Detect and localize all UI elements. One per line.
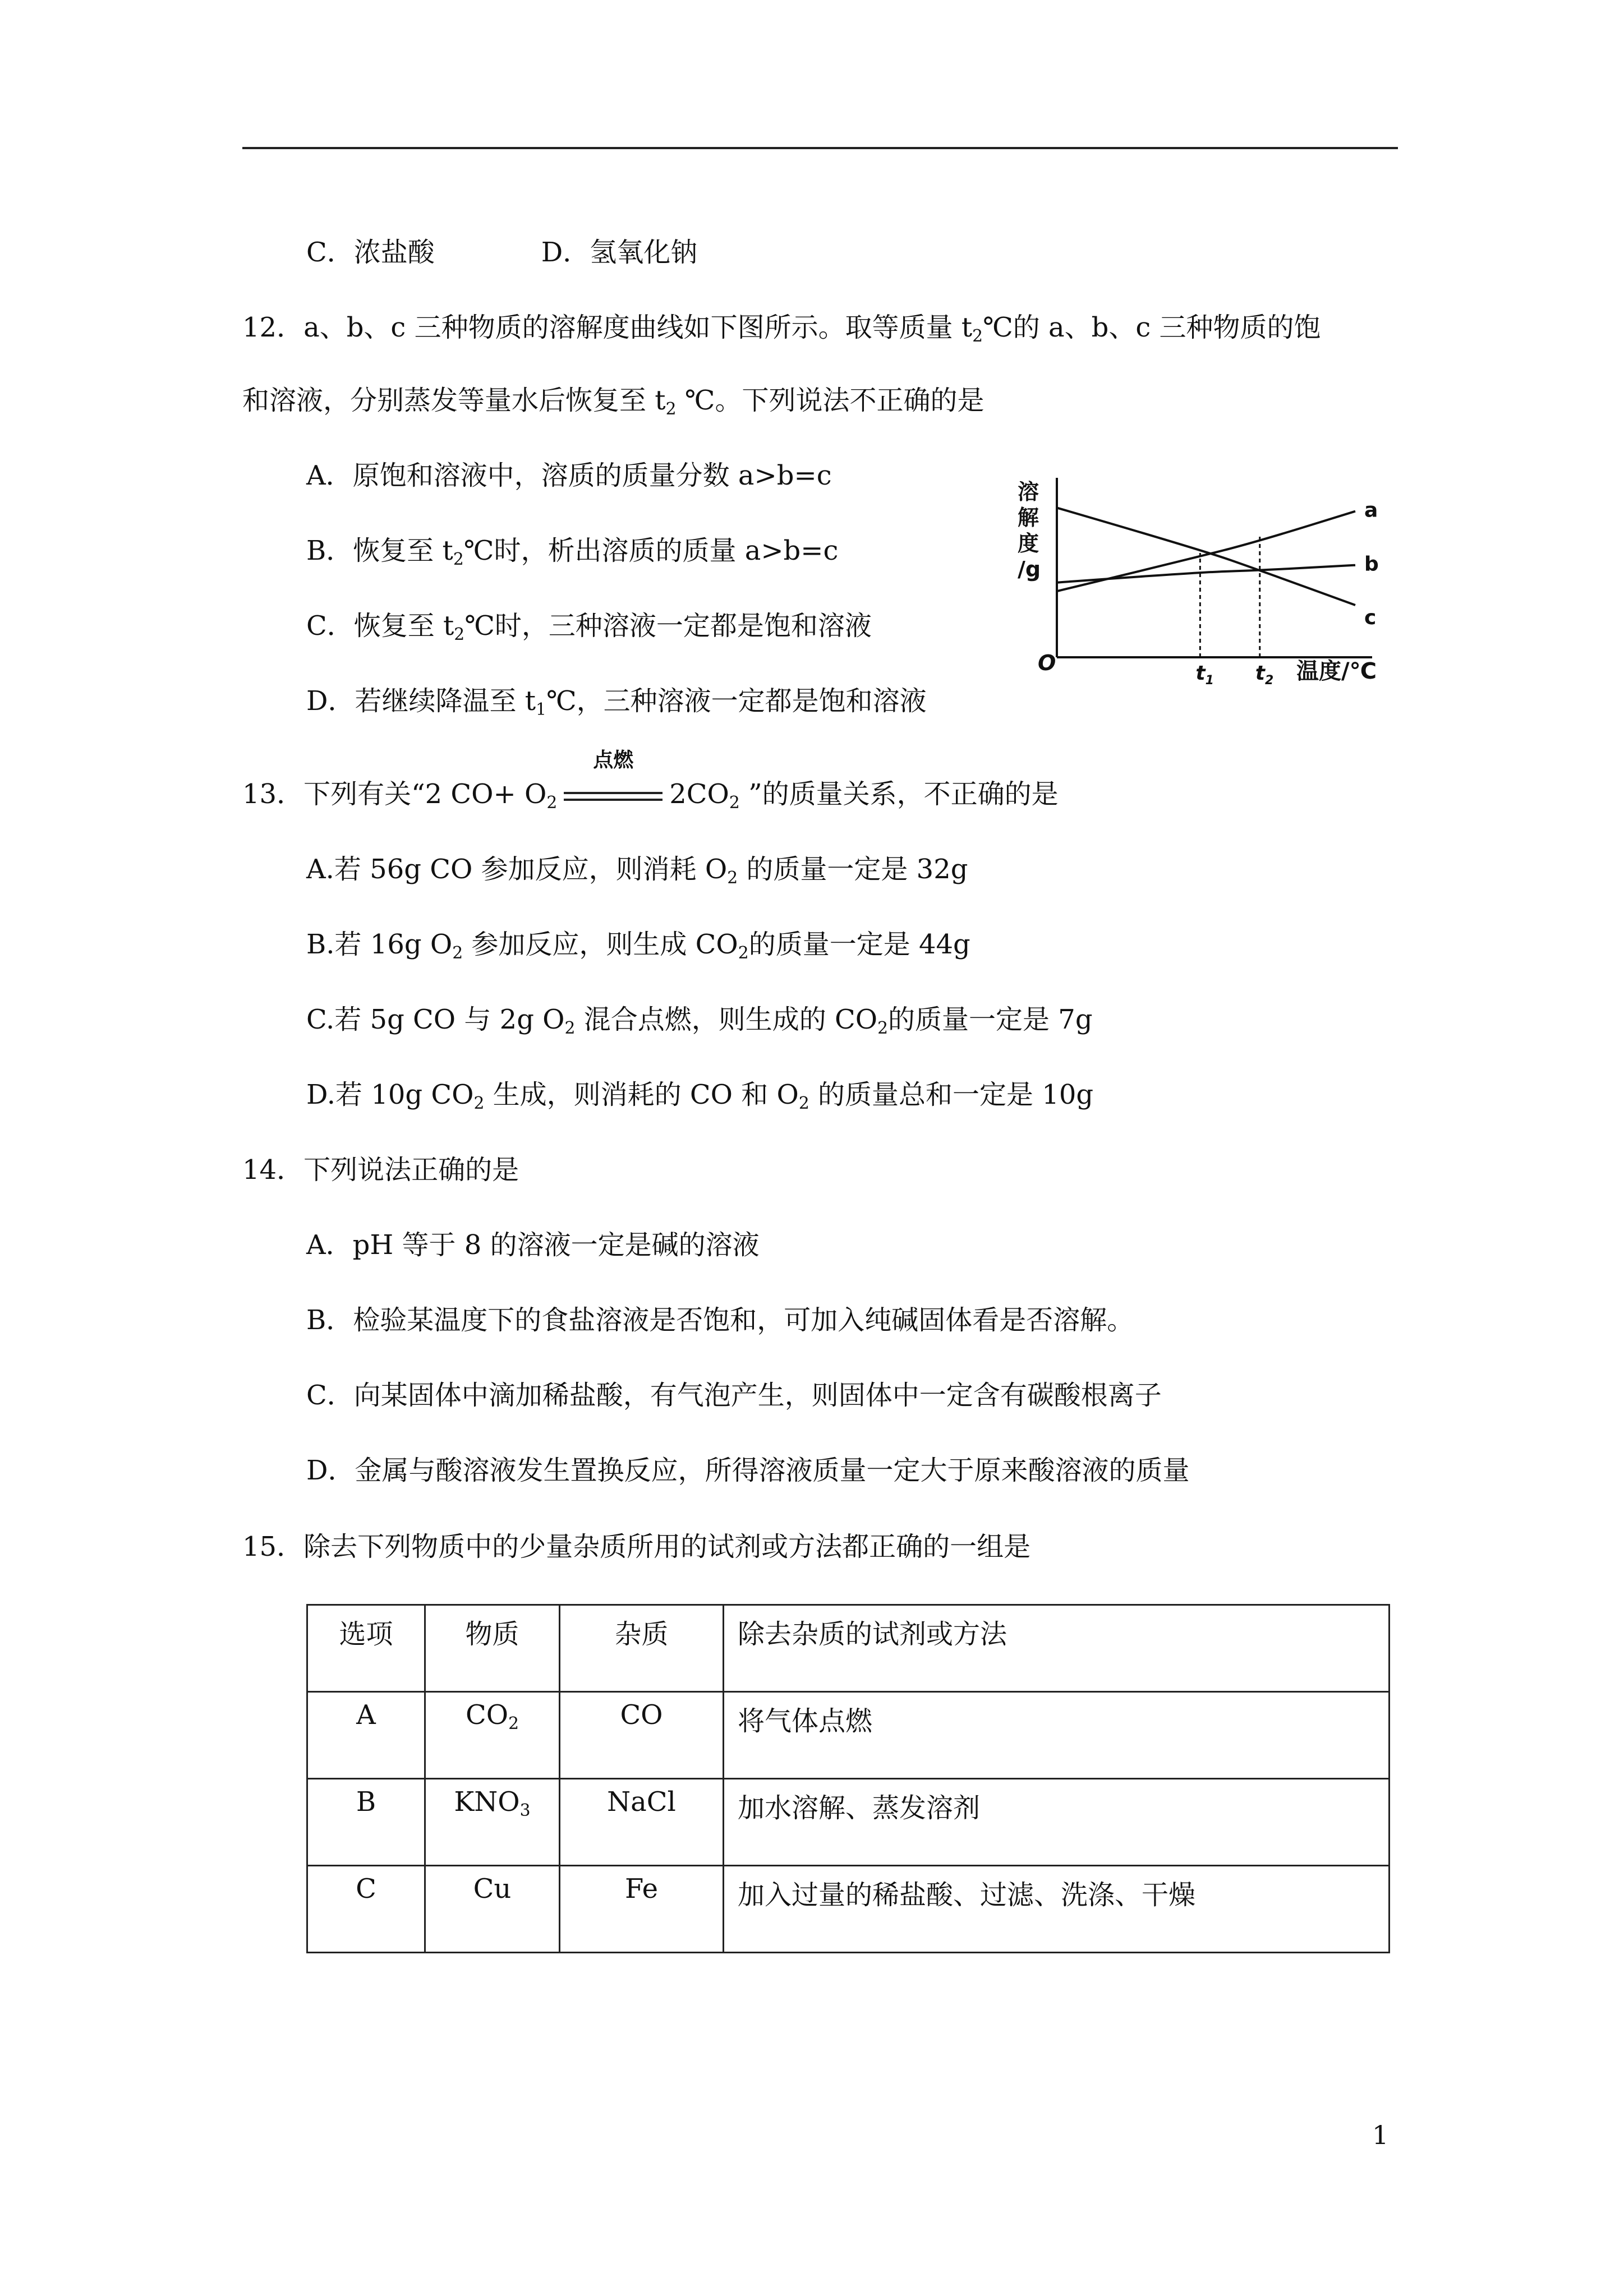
chart-xlabel: 温度/℃	[1296, 658, 1377, 684]
table-header-cell: 选项	[307, 1605, 425, 1692]
q13-stem: 13．下列有关“2 $CO+ O_2$ 点燃 $2CO_2$ ”的质量关系，不正确的是	[242, 749, 1059, 813]
chart-origin-label: O	[1038, 651, 1056, 675]
q12-option-c: C．恢复至 $t_2℃$时，三种溶液一定都是饱和溶液	[306, 610, 872, 644]
table-header-cell: 物质	[425, 1605, 560, 1692]
chart-series-c-line	[1057, 508, 1355, 605]
chart-xtick-t1: $t_1$	[1195, 662, 1214, 688]
reaction-arrow	[557, 749, 669, 811]
reaction-condition: 点燃	[593, 749, 634, 772]
q14-option-a: A．pH 等于 8 的溶液一定是碱的溶液	[306, 1229, 760, 1261]
chart-series-b-line	[1057, 565, 1355, 583]
chart-ylabel-char-2: 解	[1018, 505, 1039, 530]
q11-options-line	[306, 236, 697, 269]
q12-stem-line1: 12．a、b、c 三种物质的溶解度曲线如下图所示。取等质量 $t_2℃$的 a、b、c 三种物质的饱	[242, 312, 1321, 346]
chart-series-a-label: a	[1364, 499, 1378, 522]
table-header-cell: 杂质	[560, 1605, 724, 1692]
chart-ylabel-char-4: /g	[1018, 557, 1041, 582]
q12-stem-line2: 和溶液，分别蒸发等量水后恢复至 $t_2$ ℃。下列说法不正确的是	[242, 385, 984, 419]
table-row: C Cu Fe 加入过量的稀盐酸、过滤、洗涤、干燥	[307, 1866, 1390, 1953]
chart-ylabel-char-3: 度	[1018, 531, 1039, 556]
q14-stem: 14．下列说法正确的是	[242, 1154, 519, 1186]
q13-option-b: B.若 16g $O_2$ 参加反应，则生成 $CO_2$的质量一定是 44g	[306, 929, 970, 963]
q15-options-table	[306, 1604, 1390, 1953]
q13-option-c: C.若 5g CO 与 2g $O_2$ 混合点燃，则生成的 $CO_2$的质量一定是 7g	[306, 1004, 1093, 1038]
table-row: A $CO_2$ CO 将气体点燃	[307, 1692, 1390, 1779]
q11-option-d: D．氢氧化钠	[541, 237, 698, 268]
chart-xtick-t2: $t_2$	[1255, 662, 1274, 688]
table-row: B $KNO_3$ NaCl 加水溶解、蒸发溶剂	[307, 1779, 1390, 1866]
solubility-chart	[1013, 471, 1395, 695]
q14-option-b: B．检验某温度下的食盐溶液是否饱和，可加入纯碱固体看是否溶解。	[306, 1304, 1134, 1336]
q12-option-d: D．若继续降温至 $t_1℃$，三种溶液一定都是饱和溶液	[306, 685, 927, 720]
table-header-cell: 除去杂质的试剂或方法	[724, 1605, 1390, 1692]
q11-option-c: C．浓盐酸	[306, 237, 435, 268]
q14-option-d: D．金属与酸溶液发生置换反应，所得溶液质量一定大于原来酸溶液的质量	[306, 1455, 1190, 1486]
q12-option-a: A．原饱和溶液中，溶质的质量分数 a>b=c	[306, 460, 832, 491]
q15-stem: 15．除去下列物质中的少量杂质所用的试剂或方法都正确的一组是	[242, 1531, 1031, 1562]
table-header-row	[307, 1605, 1390, 1692]
q14-option-c: C．向某固体中滴加稀盐酸，有气泡产生，则固体中一定含有碳酸根离子	[306, 1380, 1162, 1411]
q13-option-d: D.若 10g $CO_2$ 生成，则消耗的 CO 和 $O_2$ 的质量总和一定是 10g	[306, 1079, 1094, 1113]
q13-option-a: A.若 56g CO 参加反应，则消耗 $O_2$ 的质量一定是 32g	[306, 854, 968, 888]
q12-option-b: B．恢复至 $t_2℃$时，析出溶质的质量 a>b=c	[306, 535, 839, 569]
chart-ylabel-char-1: 溶	[1018, 480, 1039, 504]
header-rule	[242, 147, 1398, 149]
chart-series-c-label: c	[1364, 606, 1377, 629]
page-number: 1	[1372, 2120, 1389, 2150]
chart-series-b-label: b	[1364, 552, 1379, 576]
